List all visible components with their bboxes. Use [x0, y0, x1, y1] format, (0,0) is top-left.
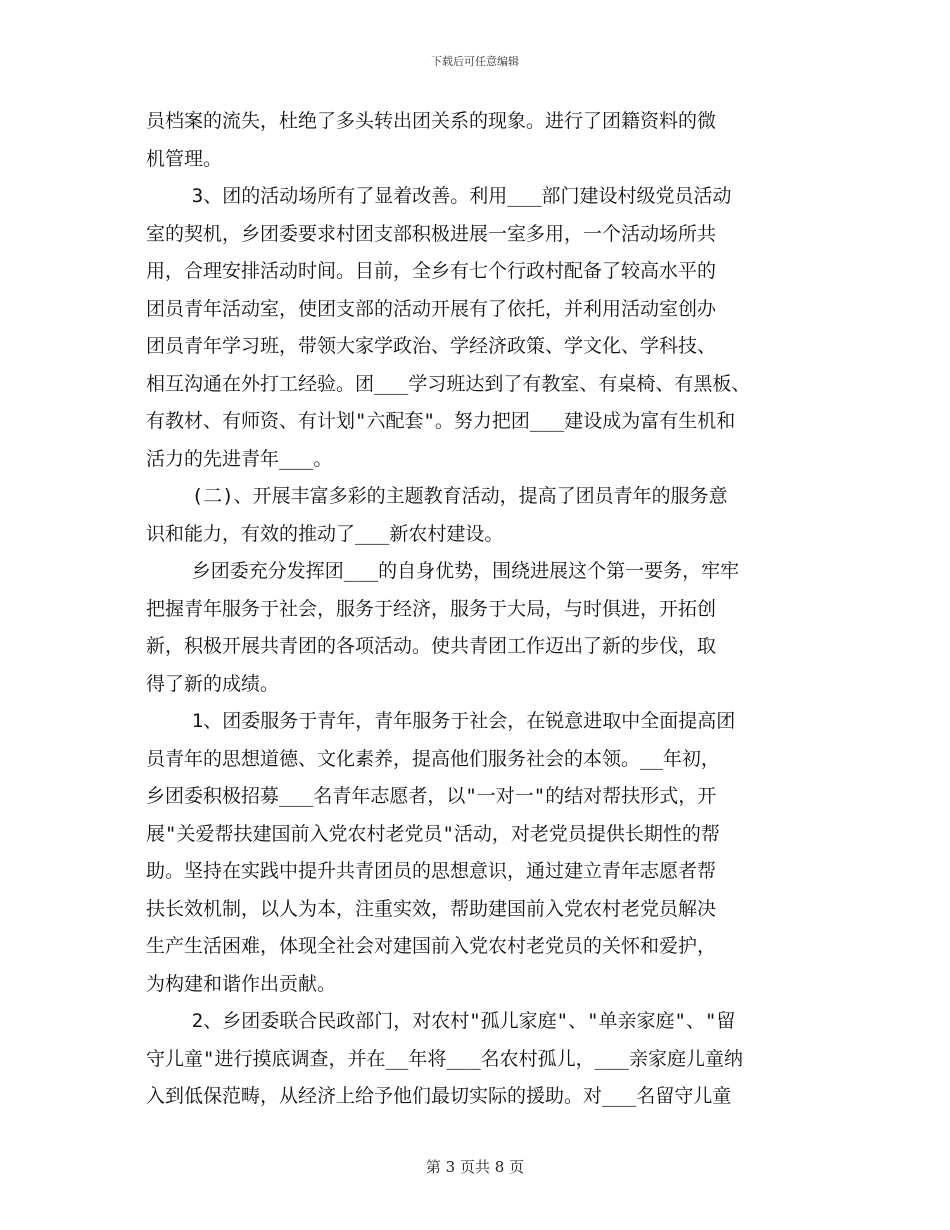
text-line: 把握青年服务于社会，服务于经济，服务于大局，与时俱进，开拓创: [146, 597, 717, 620]
text-line: 室的契机，乡团委要求村团支部积极进展一室多用，一个活动场所共: [146, 222, 717, 245]
text-line: 入到低保范畴，从经济上给予他们最切实际的援助。对___名留守儿童: [146, 1085, 732, 1107]
text-line: 2、乡团委联合民政部门，对农村"孤儿家庭"、"单亲家庭"、"留: [146, 1010, 736, 1032]
text-line: 员青年的思想道德、文化素养，提高他们服务社会的本领。__年初，: [146, 747, 720, 770]
text-line: 1、团委服务于青年，青年服务于社会，在锐意进取中全面提高团: [146, 710, 736, 732]
page-footer: 第 3 页共 8 页: [425, 1158, 525, 1176]
text-line: 扶长效机制，以人为本，注重实效，帮助建国前入党农村老党员解决: [146, 897, 717, 920]
text-line: 团员青年活动室，使团支部的活动开展有了依托，并利用活动室创办: [146, 297, 717, 320]
text-line: 3、团的活动场所有了显着改善。利用___部门建设村级党员活动: [146, 185, 732, 207]
text-line: 机管理。: [146, 147, 223, 170]
text-line: 生产生活困难，体现全社会对建国前入党农村老党员的关怀和爱护，: [146, 935, 717, 957]
text-line: 乡团委积极招募___名青年志愿者，以"一对一"的结对帮扶形式，开: [146, 785, 717, 807]
text-line: 展"关爱帮扶建国前入党农村老党员"活动，对老党员提供长期性的帮: [146, 822, 720, 845]
text-line: 团员青年学习班，带领大家学政治、学经济政策、学文化、学科技、: [146, 335, 717, 357]
text-line: 得了新的成绩。: [146, 672, 280, 695]
text-line: 新，积极开展共青团的各项活动。使共青团工作迈出了新的步伐，取: [146, 635, 717, 657]
text-line: (二)、开展丰富多彩的主题教育活动，提高了团员青年的服务意: [146, 485, 728, 507]
text-line: 相互沟通在外打工经验。团___学习班达到了有教室、有桌椅、有黑板、: [146, 372, 751, 395]
document-body: [146, 103, 808, 1116]
text-line: 识和能力，有效的推动了___新农村建设。: [146, 522, 504, 545]
text-line: 有教材、有师资、有计划"六配套"。努力把团___建设成为富有生机和: [146, 410, 736, 432]
text-line: 乡团委充分发挥团___的自身优势，围绕进展这个第一要务，牢牢: [146, 560, 740, 582]
text-line: 用，合理安排活动时间。目前，全乡有七个行政村配备了较高水平的: [146, 260, 717, 282]
text-line: 员档案的流失，杜绝了多头转出团关系的现象。进行了团籍资料的微: [146, 110, 717, 132]
text-line: 守儿童"进行摸底调查，并在__年将___名农村孤儿，___亲家庭儿童纳: [146, 1047, 743, 1070]
page-header: 下载后可任意编辑: [431, 55, 519, 68]
text-line: 为构建和谐作出贡献。: [146, 972, 337, 995]
text-line: 活力的先进青年___。: [146, 447, 333, 470]
text-line: 助。坚持在实践中提升共青团员的思想意识，通过建立青年志愿者帮: [146, 860, 717, 882]
